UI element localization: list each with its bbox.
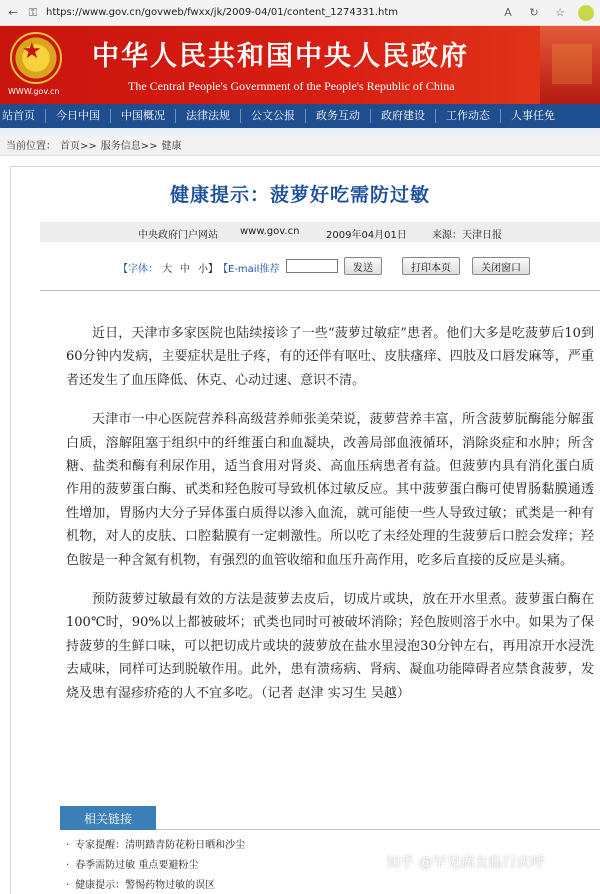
breadcrumb-home-link[interactable]: 首页>> [60,141,97,152]
article-meta [40,222,600,242]
secure-lock-icon[interactable]: ⚿ [28,5,38,19]
site-title-en: The Central People's Government of the People's Republic of China [128,79,455,93]
meta-source-site: 中央政府门户网站 [138,230,218,241]
article-title: 健康提示：菠萝好吃需防过敏 [169,184,430,206]
article-divider [40,290,600,291]
meta-source: 来源：天津日报 [432,230,502,241]
related-links-list [66,836,245,894]
site-banner [0,26,600,104]
related-link-text[interactable]: 春季需防过敏 重点要避粉尘 [75,860,199,871]
nav-item-today-china[interactable]: 今日中国 [46,109,111,123]
related-link-text[interactable]: 专家提醒：清明踏青防花粉日晒和沙尘 [75,840,246,851]
nav-item-home[interactable]: 站首页 [0,109,46,123]
nav-item-gov-building[interactable]: 政府建设 [371,109,436,123]
article-paragraph: 近日，天津市多家医院也陆续接诊了一些“菠萝过敏症”患者。他们大多是吃菠萝后10到60分钟内发病，主要症状是肚子疼，有的还伴有呕吐、皮肤瘙痒、四肢及口唇发麻等，严重者还发生了血压降低、休克、心动过速、意识不清。 [66,326,594,388]
font-small-link[interactable]: 小】 [198,264,218,275]
font-size-label: 【字体： [118,264,158,275]
nav-item-china-overview[interactable]: 中国概况 [111,109,176,123]
font-medium-link[interactable]: 中 [180,264,190,275]
nav-item-interaction[interactable]: 政务互动 [306,109,371,123]
article-paragraph: 天津市一中心医院营养科高级营养师张美荣说，菠萝营养丰富，所含菠萝朊酶能分解蛋白质，溶解阻塞于组织中的纤维蛋白和血凝块，改善局部血液循环，消除炎症和水肿；所含糖、盐类和酶有利尿作用，适当食用对肾炎、高血压病患者有益。但菠萝内具有消化蛋白质作用的菠萝蛋白酶、甙类和羟色胺可导致机体过敏反应。其中菠萝蛋白酶可使胃肠黏膜通透性增加，胃肠内大分子异体蛋白质得以渗入血流，就可能使一些人导致过敏；甙类是一种有机物，对人的皮肤、口腔黏膜有一定刺激性。所以吃了未经处理的生菠萝后口腔会发痒；羟色胺是一种含氮有机物，有强烈的血管收缩和血压升高作用，吃多后直接的反应是头痛。 [66,412,594,568]
breadcrumb-current[interactable]: 健康 [161,141,182,152]
related-links-title: 相关链接 [60,806,156,830]
meta-domain: www.gov.cn [240,226,300,237]
breadcrumb-label: 当前位置： [6,141,56,152]
nav-item-work-news[interactable]: 工作动态 [436,109,501,123]
article-paragraph: 预防菠萝过敏最有效的方法是菠萝去皮后，切成片或块，放在开水里煮。菠萝蛋白酶在100℃时，90%以上都被破坏；甙类也同时可被破坏消除；羟色胺则溶于水中。如果为了保持菠萝的生鲜口味，可以把切成片或块的菠萝放在盐水里浸泡30分钟左右，再用凉开水浸洗去咸味，同样可达到脱敏作用。此外，患有溃疡病、肾病、凝血功能障碍者应禁食菠萝，发烧及患有湿疹疥疮的人不宜多吃。（记者 赵津 实习生 吴越） [66,592,594,701]
nav-item-laws[interactable]: 法律法规 [176,109,241,123]
send-button[interactable]: 发送 [344,257,382,275]
breadcrumb [0,134,600,156]
email-recommend-label: 【E-mail推荐 [218,264,280,275]
site-title-cn[interactable]: 中华人民共和国中央人民政府 [92,41,469,72]
emblem-star-icon: ★ [22,39,42,64]
article-body [66,322,594,721]
related-link-item[interactable] [66,856,245,876]
related-link-item[interactable] [66,836,245,856]
watermark: 知乎 @罕见病友临行庆呼 [386,855,545,871]
font-large-link[interactable]: 大 [162,264,172,275]
favorite-star-icon[interactable]: ☆ [555,6,565,19]
bullet-icon: · [66,860,70,871]
url-field[interactable]: https://www.gov.cn/govweb/fwxx/jk/2009-04/01/content_1274331.htm [46,7,398,18]
related-links-header [60,806,600,830]
browser-address-bar [0,0,600,26]
nav-item-bulletins[interactable]: 公文公报 [241,109,306,123]
bullet-icon: · [66,880,70,891]
print-button[interactable]: 打印本页 [402,257,460,275]
close-window-button[interactable]: 关闭窗口 [472,257,530,275]
read-aloud-icon[interactable]: A [504,6,512,19]
related-link-item[interactable] [66,876,245,894]
nav-item-appointments[interactable]: 人事任免 [511,109,555,122]
back-icon[interactable]: ← [8,6,18,19]
meta-date: 2009年04月01日 [326,230,407,241]
related-links-panel [60,806,600,894]
tiananmen-image [540,26,600,104]
breadcrumb-service-link[interactable]: 服务信息>> [100,141,158,152]
article-toolbar [0,256,600,278]
site-domain-label: WWW.gov.cn [8,87,60,96]
main-nav [0,104,600,128]
bullet-icon: · [66,840,70,851]
related-link-text[interactable]: 健康提示：警惕药物过敏的误区 [75,880,216,891]
profile-avatar[interactable] [578,5,594,21]
refresh-icon[interactable]: ↻ [529,6,539,19]
email-input[interactable] [286,259,338,273]
